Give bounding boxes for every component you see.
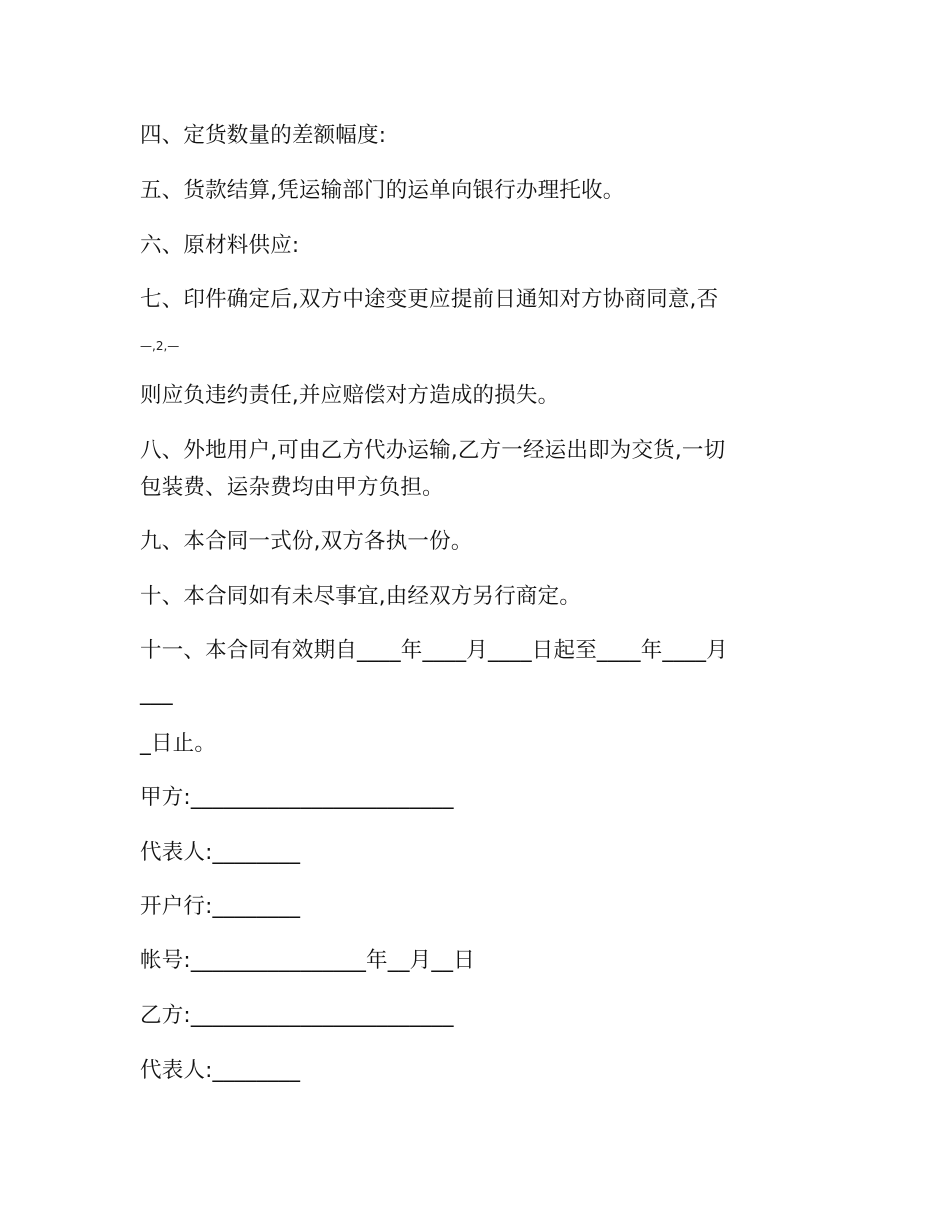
- party-a-representative-field: 代表人:________: [140, 840, 301, 865]
- clause-4: 四、定货数量的差额幅度:: [140, 123, 387, 148]
- clause-8-line1: 八、外地用户,可由乙方代办运输,乙方一经运出即为交货,一切: [140, 438, 726, 463]
- clause-10: 十、本合同如有未尽事宜,由经双方另行商定。: [140, 584, 582, 609]
- clause-8-line2: 包装费、运杂费均由甲方负担。: [140, 475, 444, 500]
- party-b-representative-field: 代表人:________: [140, 1058, 301, 1083]
- clause-7-line2: 则应负违约责任,并应赔偿对方造成的损失。: [140, 383, 560, 408]
- clause-5: 五、货款结算,凭运输部门的运单向银行办理托收。: [140, 178, 625, 203]
- clause-11-line1: 十一、本合同有效期自____年____月____日起至____年____月: [140, 638, 728, 663]
- page-number-marker: —,2,—: [140, 339, 180, 353]
- party-a-field: 甲方:________________________: [140, 785, 454, 810]
- clause-11-line2: ___: [140, 681, 173, 706]
- clause-7-line1: 七、印件确定后,双方中途变更应提前日通知对方协商同意,否: [140, 287, 719, 312]
- party-b-field: 乙方:________________________: [140, 1003, 454, 1028]
- clause-9: 九、本合同一式份,双方各执一份。: [140, 529, 473, 554]
- party-a-bank-field: 开户行:________: [140, 894, 301, 919]
- clause-6: 六、原材料供应:: [140, 233, 300, 258]
- party-a-account-field: 帐号:________________年__月__日: [140, 948, 475, 973]
- clause-11-line3: _日止。: [140, 731, 217, 756]
